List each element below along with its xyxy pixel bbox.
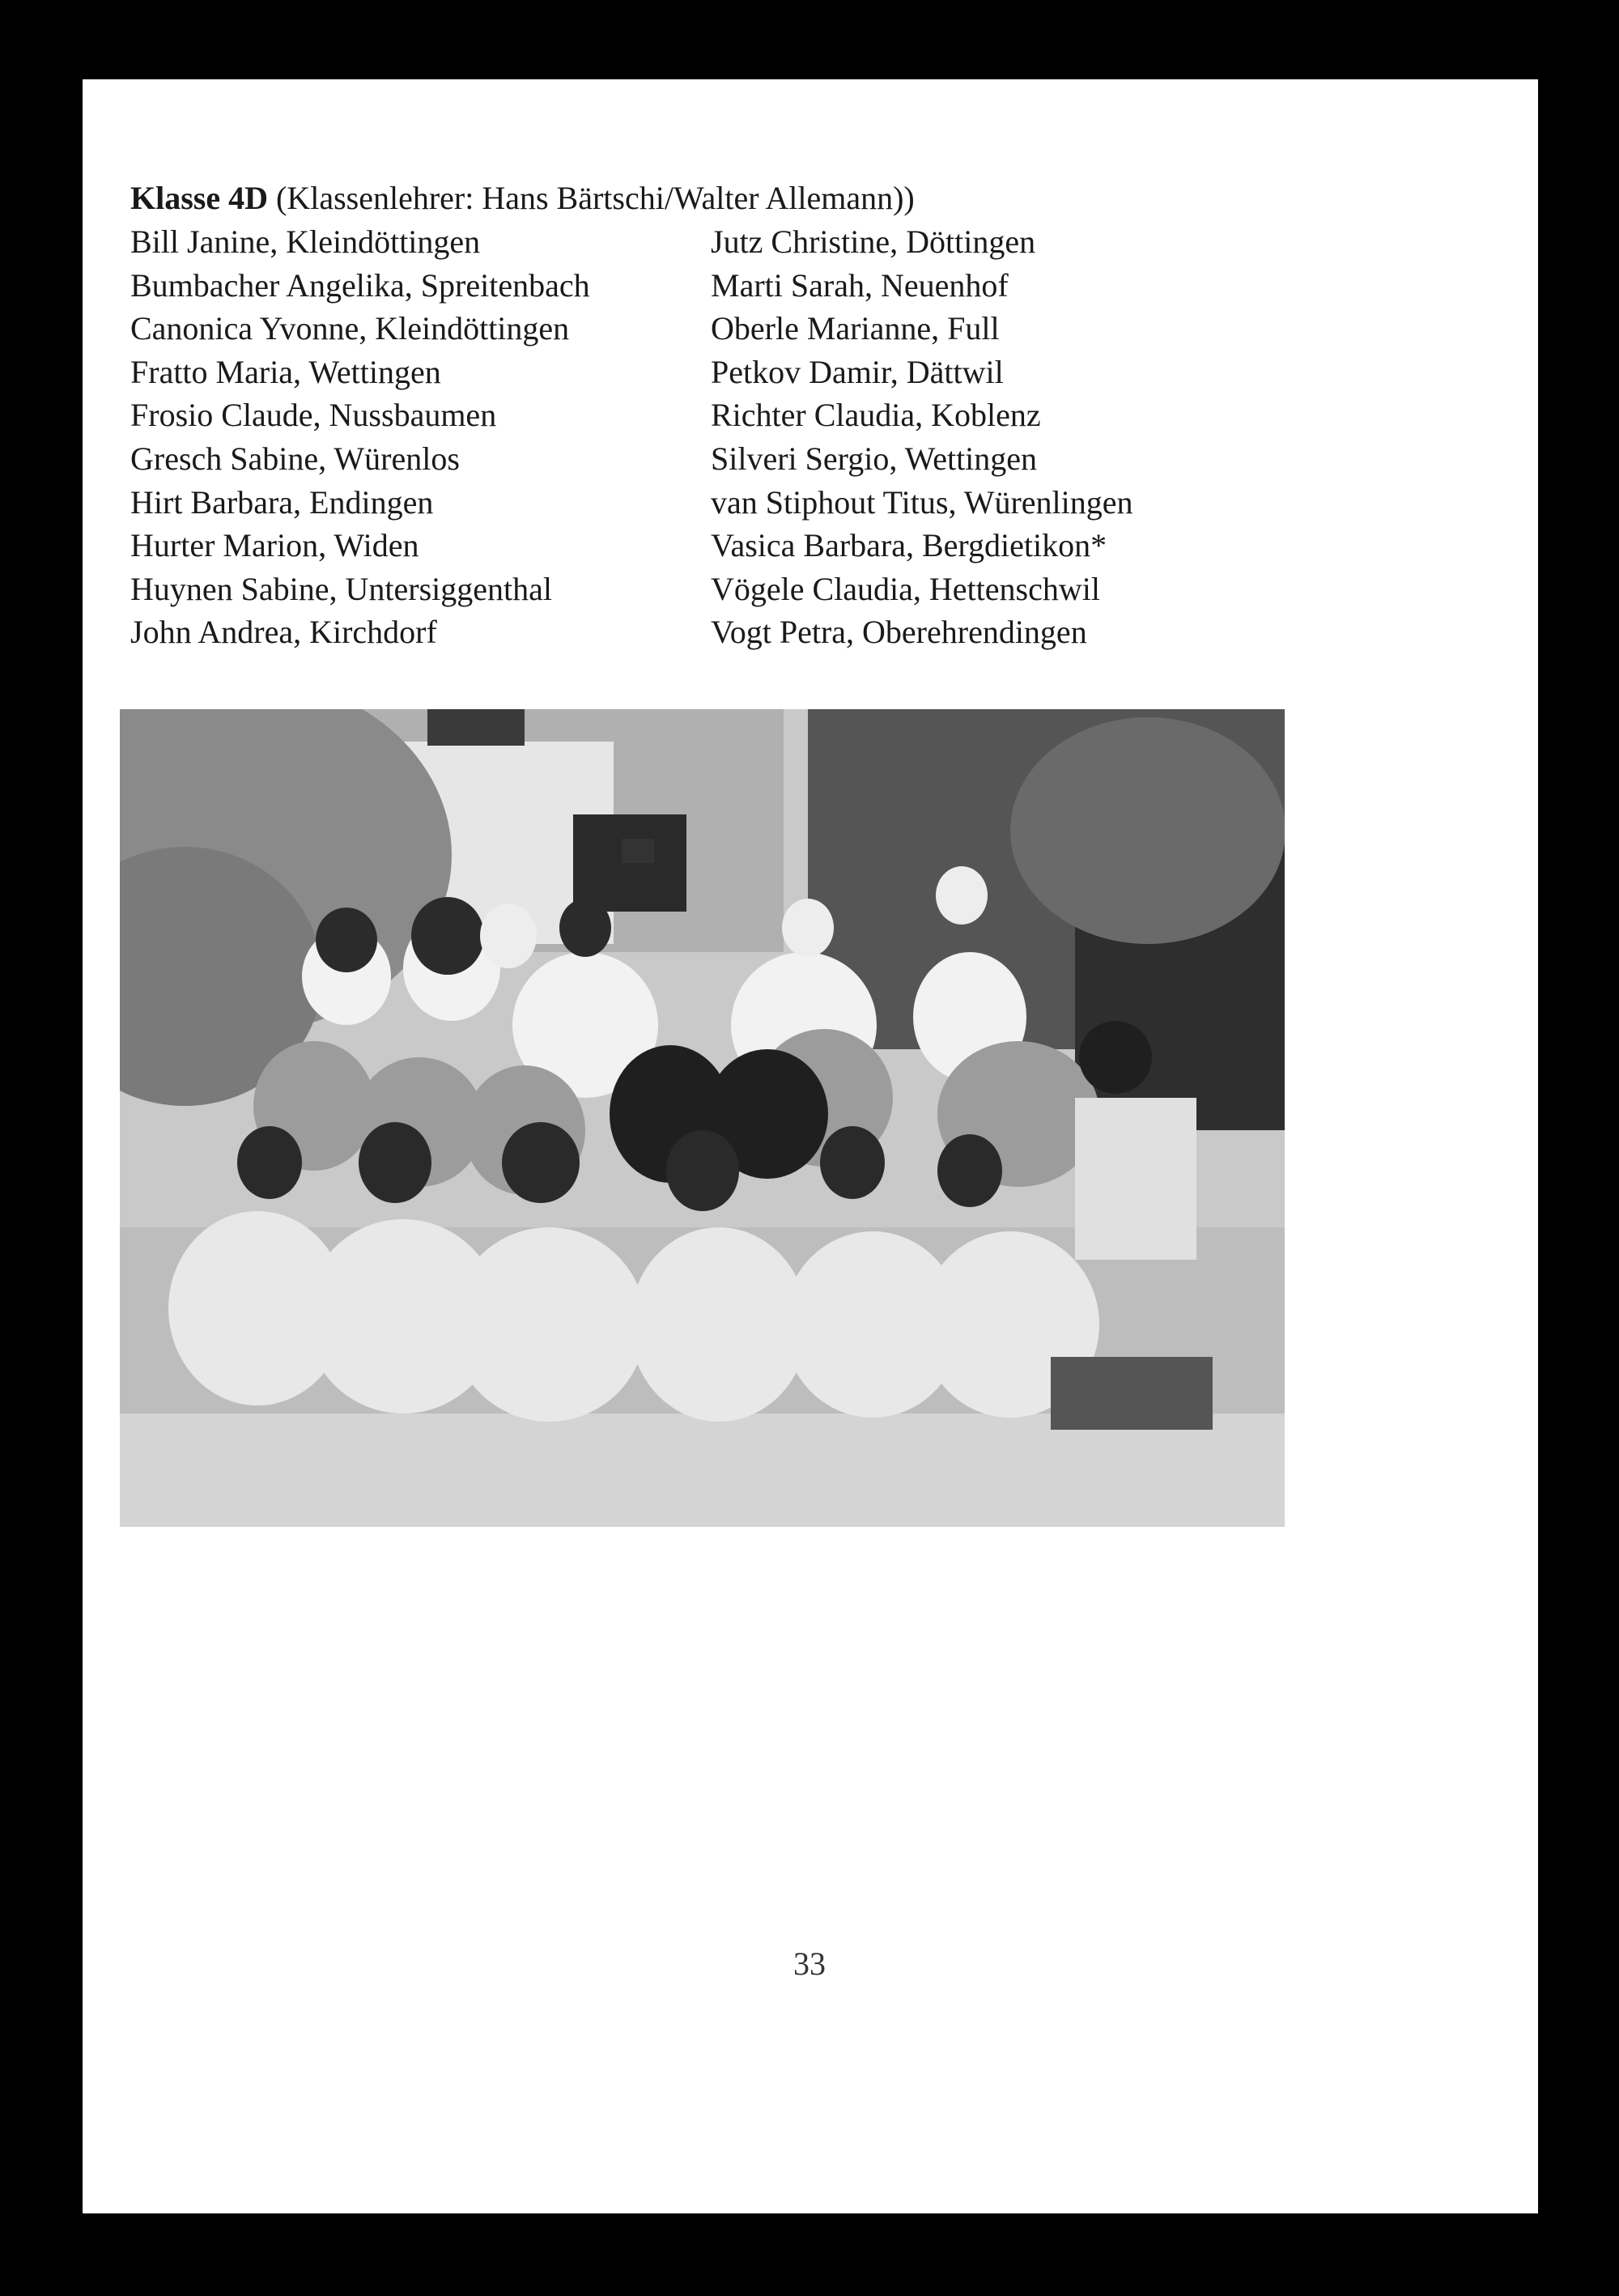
class-heading bbox=[130, 176, 915, 220]
page-number: 33 bbox=[793, 1945, 826, 1982]
student-list-left bbox=[130, 220, 746, 654]
student-list-right bbox=[711, 220, 1326, 654]
list-item: Petkov Damir, Dättwil bbox=[711, 353, 1004, 390]
list-item: Frosio Claude, Nussbaumen bbox=[130, 397, 497, 434]
list-item: Bumbacher Angelika, Spreitenbach bbox=[130, 266, 590, 304]
list-item: Hirt Barbara, Endingen bbox=[130, 483, 434, 521]
list-item: van Stiphout Titus, Würenlingen bbox=[711, 483, 1133, 521]
list-item: John Andrea, Kirchdorf bbox=[130, 614, 437, 651]
list-item: Vogt Petra, Oberehrendingen bbox=[711, 614, 1087, 651]
class-group-photo bbox=[120, 709, 1285, 1527]
list-item: Bill Janine, Kleindöttingen bbox=[130, 223, 481, 260]
list-item: Silveri Sergio, Wettingen bbox=[711, 440, 1038, 477]
list-item: Vögele Claudia, Hettenschwil bbox=[711, 570, 1100, 607]
list-item: Oberle Marianne, Full bbox=[711, 310, 1000, 347]
group-photo-illustration bbox=[120, 709, 1285, 1527]
list-item: Canonica Yvonne, Kleindöttingen bbox=[130, 310, 570, 347]
list-item: Jutz Christine, Döttingen bbox=[711, 223, 1036, 260]
list-item: Fratto Maria, Wettingen bbox=[130, 353, 441, 390]
list-item: Hurter Marion, Widen bbox=[130, 527, 419, 564]
list-item: Huynen Sabine, Untersiggenthal bbox=[130, 570, 552, 607]
list-item: Vasica Barbara, Bergdietikon* bbox=[711, 527, 1107, 564]
class-teachers: (Klassenlehrer: Hans Bärtschi/Walter Allemann)) bbox=[276, 180, 915, 216]
list-item: Marti Sarah, Neuenhof bbox=[711, 266, 1009, 304]
list-item: Richter Claudia, Koblenz bbox=[711, 397, 1041, 434]
class-label: Klasse 4D bbox=[130, 180, 268, 216]
list-item: Gresch Sabine, Würenlos bbox=[130, 440, 460, 477]
